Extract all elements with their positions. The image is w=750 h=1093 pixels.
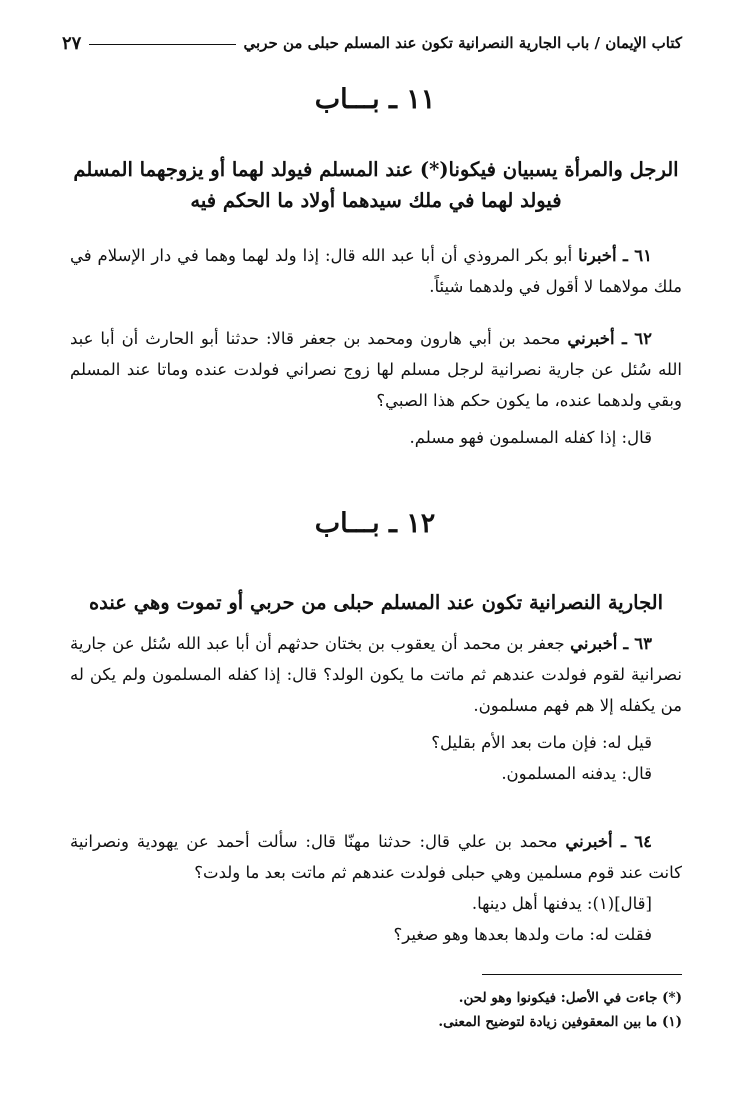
book-chapter-title: كتاب الإيمان / باب الجارية النصرانية تكون عند المسلم حبلى من حربي (243, 34, 682, 52)
page-number: ٢٧ (62, 32, 82, 54)
hadith-61-text: أبو بكر المروذي أن أبا عبد الله قال: إذا ولد لهما وهما في دار الإسلام في ملك مولاهما لا أقول في ولدهما شيئاً. (70, 246, 682, 296)
hadith-64-answer: [قال](١): يدفنها أهل دينها. (471, 894, 652, 913)
footnote-1: (١) ما بين المعقوفين زيادة لتوضيح المعنى. (438, 1014, 682, 1030)
hadith-63-lead: ٦٣ ـ أخبرني (570, 634, 652, 653)
hadith-64 (70, 826, 682, 888)
hadith-63-answer: قال: يدفنه المسلمون. (501, 764, 652, 783)
hadith-63-question: قيل له: فإن مات بعد الأم بقليل؟ (431, 733, 652, 752)
hadith-64-question: فقلت له: مات ولدها بعدها وهو صغير؟ (393, 925, 652, 944)
hadith-62-answer: قال: إذا كفله المسلمون فهو مسلم. (409, 428, 652, 447)
footnote-separator (482, 974, 682, 975)
hadith-62-lead: ٦٢ ـ أخبرني (567, 329, 652, 348)
hadith-62 (70, 323, 682, 416)
hadith-63 (70, 628, 682, 721)
hadith-64-lead: ٦٤ ـ أخبرني (565, 832, 652, 851)
footnotes (70, 986, 682, 1034)
chapter-11-heading: ١١ ـ بـــاب (314, 84, 436, 115)
hadith-64-text: محمد بن علي قال: حدثنا مهنّا قال: سألت أحمد عن يهودية ونصرانية كانت عند قوم مسلمين وهي حبلى فولدت عندهم ثم ماتت بعد ما ولدت؟ (70, 832, 682, 882)
chapter-11-title: الرجل والمرأة يسبيان فيكونا(*) عند المسلم فيولد لهما أو يزوجهما المسلم فيولد لهما في ملك سيدهما أولاد ما الحكم فيه (73, 158, 679, 212)
hadith-63-text: جعفر بن محمد أن يعقوب بن بختان حدثهم أن أبا عبد الله سُئل عن جارية نصرانية لقوم فولدت عندهم ثم ماتت ما يكون الولد؟ قال: إذا كفله المسلمون ولم يكن له من يكفله إلا هم فهم مسلمون. (70, 634, 682, 715)
hadith-61-lead: ٦١ ـ أخبرنا (578, 246, 652, 265)
hadith-62-text: محمد بن أبي هارون ومحمد بن جعفر قالا: حدثنا أبو الحارث أن أبا عبد الله سُئل عن جارية نصرانية لرجل مسلم لها زوج نصراني فولدت عنده وماتا عند المسلم وبقي ولدهما عنده، ما يكون حكم هذا الصبي؟ (70, 329, 682, 410)
chapter-12-title: الجارية النصرانية تكون عند المسلم حبلى من حربي أو تموت وهي عنده (88, 591, 664, 614)
running-header (62, 30, 682, 56)
hadith-61 (70, 240, 682, 302)
chapter-12-heading: ١٢ ـ بـــاب (314, 508, 436, 539)
header-rule (89, 44, 235, 45)
footnote-asterisk: (*) جاءت في الأصل: فيكونوا وهو لحن. (458, 990, 682, 1006)
